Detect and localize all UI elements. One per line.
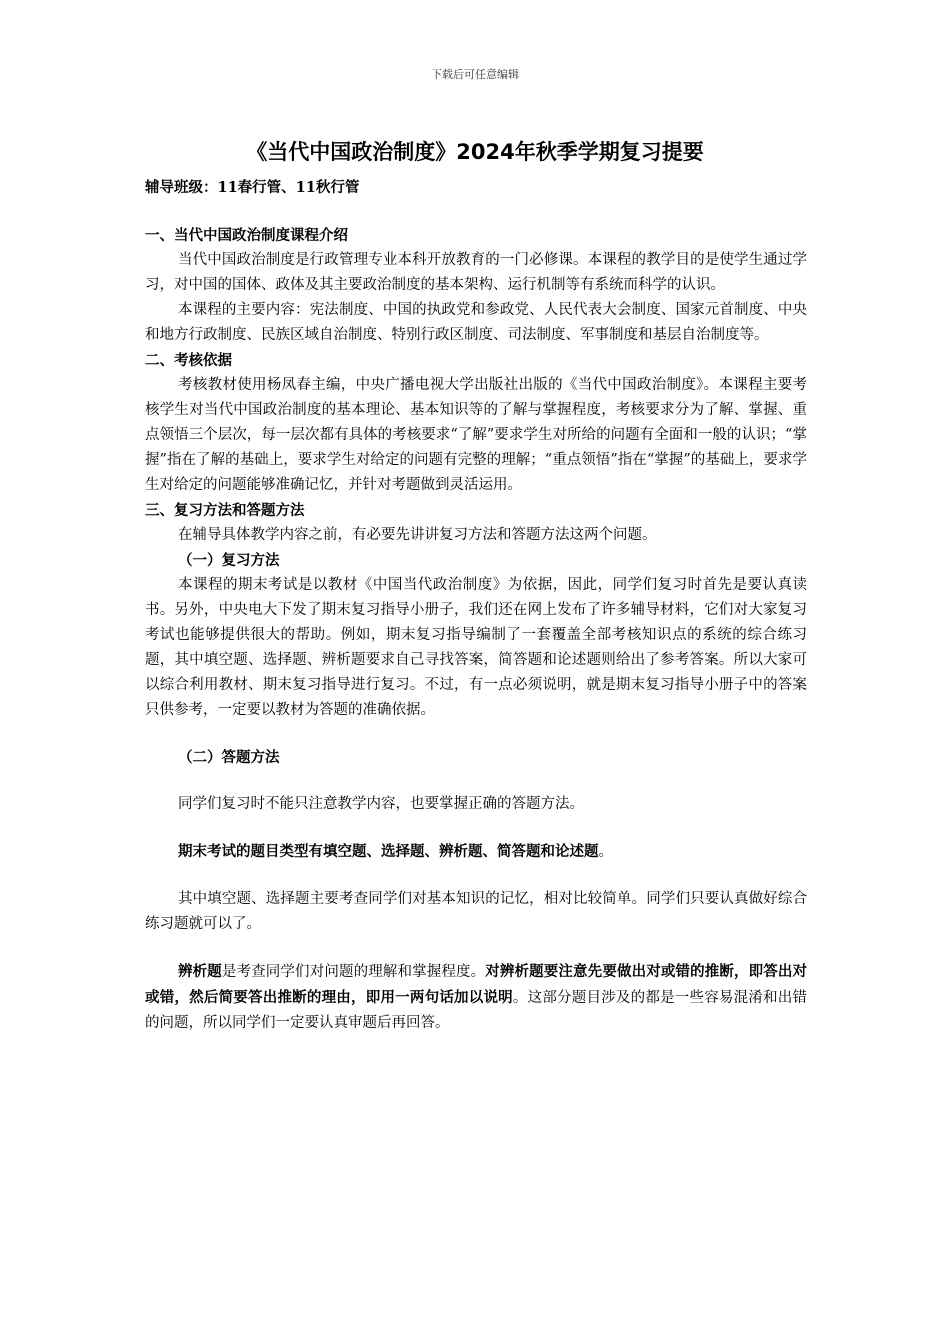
discrimination-label: 辨析题 — [178, 963, 222, 980]
document-body — [145, 175, 807, 1036]
discrimination-text-1: 是考查同学们对问题的理解和掌握程度。 — [221, 964, 486, 980]
exam-types-end: 。 — [598, 844, 613, 860]
header-note: 下载后可任意编辑 — [431, 68, 519, 81]
subsection-1-heading: （一）复习方法 — [178, 552, 280, 569]
section-2-paragraph-1: 考核教材使用杨凤春主编，中央广播电视大学出版社出版的《当代中国政治制度》。本课程主要考核学生对当代中国政治制度的基本理论、基本知识等的了解与掌握程度，考核要求分为了解、掌握、重点领悟三个层次，每一层次都有具体的考核要求“了解”要求学生对所给的问题有全面和一般的认识；“掌握”指在了解的基础上，要求学生对给定的问题有完整的理解；“重点领悟”指在“掌握”的基础上，要求学生对给定的问题能够准确记忆，并针对考题做到灵活运用。 — [145, 377, 807, 493]
section-1-heading: 一、当代中国政治制度课程介绍 — [145, 227, 348, 244]
section-2-heading: 二、考核依据 — [145, 352, 232, 369]
subsection-1-paragraph: 本课程的期末考试是以教材《中国当代政治制度》为依据，因此，同学们复习时首先是要认真读书。另外，中央电大下发了期末复习指导小册子，我们还在网上发布了许多辅导材料，它们对大家复习考试也能够提供很大的帮助。例如，期末复习指导编制了一套覆盖全部考核知识点的系统的综合练习题，其中填空题、选择题、辨析题要求自己寻找答案，简答题和论述题则给出了参考答案。所以大家可以综合利用教材、期末复习指导进行复习。不过，有一点必须说明，就是期末复习指导小册子中的答案只供参考，一定要以教材为答题的准确依据。 — [145, 577, 807, 718]
subsection-2-paragraph-3: 其中填空题、选择题主要考查同学们对基本知识的记忆，相对比较简单。同学们只要认真做好综合练习题就可以了。 — [145, 891, 807, 932]
subsection-2-paragraph-1: 同学们复习时不能只注意教学内容，也要掌握正确的答题方法。 — [178, 796, 584, 812]
subsection-2-heading: （二）答题方法 — [178, 749, 280, 766]
classes-line: 辅导班级：11春行管、11秋行管 — [145, 179, 360, 196]
subsection-2-paragraph-2 — [145, 839, 807, 865]
discrimination-rule: 对辨析题要注意先要做出对或错的推断，即答出对或错，然后简要答出推断的理由，即用一两句话加以说明 — [145, 963, 808, 1006]
exam-types-text: 期末考试的题目类型有填空题、选择题、辨析题、简答题和论述题 — [178, 843, 599, 860]
discrimination-text-2: 。这部分题目涉及的都是一些容易混淆和出错的问题，所以同学们一定要认真审题后再回答。 — [145, 990, 808, 1031]
section-1-paragraph-1: 当代中国政治制度是行政管理专业本科开放教育的一门必修课。本课程的教学目的是使学生通过学习，对中国的国体、政体及其主要政治制度的基本架构、运行机制等有系统而科学的认识。 — [145, 252, 807, 293]
section-3-intro: 在辅导具体教学内容之前，有必要先讲讲复习方法和答题方法这两个问题。 — [178, 527, 657, 543]
section-1-paragraph-2: 本课程的主要内容：宪法制度、中国的执政党和参政党、人民代表大会制度、国家元首制度、中央和地方行政制度、民族区域自治制度、特别行政区制度、司法制度、军事制度和基层自治制度等。 — [145, 302, 807, 343]
section-3-heading: 三、复习方法和答题方法 — [145, 502, 305, 519]
subsection-2-paragraph-4 — [145, 959, 807, 1036]
document-title: 《当代中国政治制度》2024年秋季学期复习提要 — [246, 140, 704, 164]
